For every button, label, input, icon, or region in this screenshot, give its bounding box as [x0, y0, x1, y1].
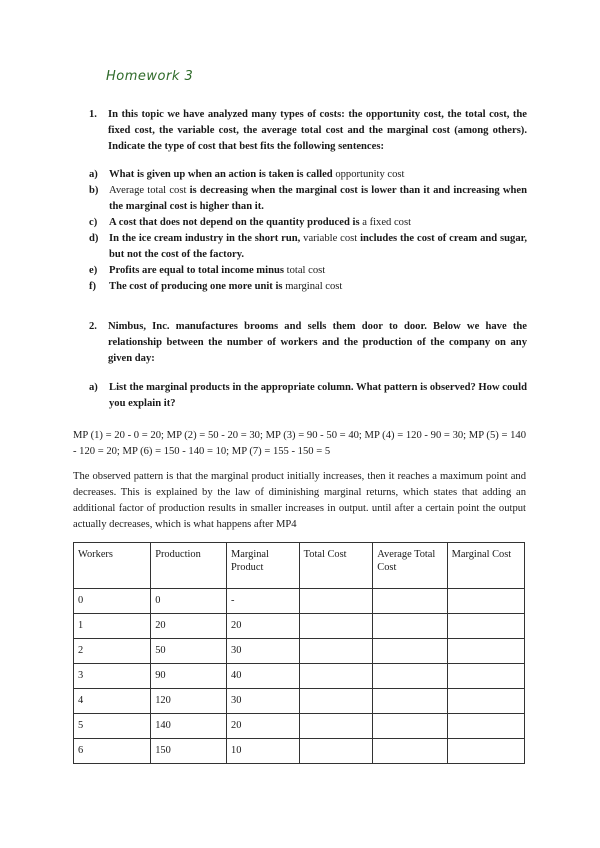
question-1-number: 1.: [89, 109, 97, 120]
cell-average-total-cost: [373, 689, 447, 714]
cell-marginal-product: 10: [227, 739, 300, 764]
cell-marginal-cost: [447, 639, 524, 664]
header-workers: Workers: [74, 543, 151, 589]
answer-text: opportunity cost: [335, 169, 405, 180]
cell-marginal-product: 30: [227, 639, 300, 664]
subquestion-text: List the marginal products in the appropriate column. What pattern is observed? How could you explain it?: [109, 382, 527, 409]
cell-marginal-product: 40: [227, 664, 300, 689]
cell-average-total-cost: [373, 589, 447, 614]
cell-total-cost: [299, 614, 373, 639]
answer-text: variable cost: [303, 233, 361, 244]
table-row: [74, 589, 525, 614]
prompt-text: Profits are equal to total income minus: [109, 265, 287, 276]
question-2-subquestion: [89, 380, 527, 412]
question-1: [89, 107, 527, 155]
cell-total-cost: [299, 739, 373, 764]
pattern-explanation: The observed pattern is that the marginal product initially increases, then it reaches a maximum point and decreases. This is explained by the law of diminishing marginal returns, which states that adding an additional factor of production results in smaller increases in output. until after a certain point the output actually decreases, which is what happens after MP4: [73, 471, 526, 530]
cell-production: 150: [151, 739, 227, 764]
answer-label: f): [89, 281, 97, 292]
cell-workers: 6: [74, 739, 151, 764]
cell-production: 50: [151, 639, 227, 664]
cell-average-total-cost: [373, 739, 447, 764]
cell-workers: 5: [74, 714, 151, 739]
answer-item: [89, 215, 527, 231]
cell-workers: 3: [74, 664, 151, 689]
table-row: [74, 714, 525, 739]
cell-marginal-product: -: [227, 589, 300, 614]
cell-workers: 0: [74, 589, 151, 614]
question-2-text: Nimbus, Inc. manufactures brooms and sells them door to door. Below we have the relationship between the number of workers and the production of the company on any given day:: [108, 321, 527, 364]
header-marginal-cost: Marginal Cost: [447, 543, 524, 589]
cell-workers: 4: [74, 689, 151, 714]
cell-production: 0: [151, 589, 227, 614]
table-row: [74, 664, 525, 689]
header-production: Production: [151, 543, 227, 589]
header-average-total-cost: Average Total Cost: [373, 543, 447, 589]
answer-item: [89, 167, 527, 183]
header-marginal-product: Marginal Product: [227, 543, 300, 589]
cell-marginal-product: 20: [227, 614, 300, 639]
cell-total-cost: [299, 664, 373, 689]
cell-average-total-cost: [373, 664, 447, 689]
answer-item: [89, 231, 527, 263]
prompt-text: A cost that does not depend on the quantity produced is: [109, 217, 363, 228]
subquestion-label: a): [89, 382, 98, 393]
cell-average-total-cost: [373, 714, 447, 739]
cell-marginal-product: 30: [227, 689, 300, 714]
production-table: [73, 542, 525, 764]
prompt-text: In the ice cream industry in the short run,: [109, 233, 304, 244]
cell-average-total-cost: [373, 614, 447, 639]
question-2-number: 2.: [89, 321, 97, 332]
table-row: [74, 739, 525, 764]
answer-label: e): [89, 265, 98, 276]
cell-total-cost: [299, 714, 373, 739]
prompt-text: The cost of producing one more unit is: [109, 281, 286, 292]
cell-marginal-cost: [447, 714, 524, 739]
answer-text: marginal cost: [285, 281, 343, 292]
cell-total-cost: [299, 639, 373, 664]
table-header-row: [74, 543, 525, 589]
cell-production: 20: [151, 614, 227, 639]
cell-marginal-cost: [447, 589, 524, 614]
answer-label: d): [89, 233, 99, 244]
cell-marginal-cost: [447, 664, 524, 689]
answer-text: a fixed cost: [362, 217, 412, 228]
answer-item: [89, 183, 527, 215]
question-1-text: In this topic we have analyzed many types of costs: the opportunity cost, the total cost, the fixed cost, the variable cost, the average total cost and the marginal cost (among others). Indicate the type of cost that best fits the following sentences:: [108, 109, 527, 152]
answer-label: b): [89, 185, 99, 196]
cell-total-cost: [299, 689, 373, 714]
marginal-product-calculation: MP (1) = 20 - 0 = 20; MP (2) = 50 - 20 = 30; MP (3) = 90 - 50 = 40; MP (4) = 120 - 90 = 30; MP (5) = 140 - 120 = 20; MP (6) = 150 - 140 = 10; MP (7) = 155 - 150 = 5: [73, 430, 526, 457]
cell-workers: 2: [74, 639, 151, 664]
answer-text: total cost: [286, 265, 326, 276]
cell-production: 120: [151, 689, 227, 714]
question-1-answers: [89, 167, 527, 295]
question-2: [89, 319, 527, 367]
prompt-text: includes the cost of cream and sugar, but not the cost of the factory.: [109, 233, 527, 260]
table-row: [74, 689, 525, 714]
cell-marginal-cost: [447, 689, 524, 714]
answer-label: c): [89, 217, 98, 228]
cell-production: 140: [151, 714, 227, 739]
table-row: [74, 614, 525, 639]
header-total-cost: Total Cost: [299, 543, 373, 589]
prompt-text: is decreasing when the marginal cost is lower than it and increasing when the marginal cost is higher than it.: [109, 185, 527, 212]
table-row: [74, 639, 525, 664]
cell-total-cost: [299, 589, 373, 614]
page-title: Homework 3: [106, 69, 194, 84]
cell-marginal-cost: [447, 739, 524, 764]
prompt-text: What is given up when an action is taken is called: [109, 169, 336, 180]
answer-item: [89, 279, 527, 295]
answer-text: Average total cost: [109, 185, 190, 196]
cell-average-total-cost: [373, 639, 447, 664]
cell-production: 90: [151, 664, 227, 689]
answer-label: a): [89, 169, 98, 180]
cell-marginal-cost: [447, 614, 524, 639]
cell-marginal-product: 20: [227, 714, 300, 739]
cell-workers: 1: [74, 614, 151, 639]
answer-item: [89, 263, 527, 279]
